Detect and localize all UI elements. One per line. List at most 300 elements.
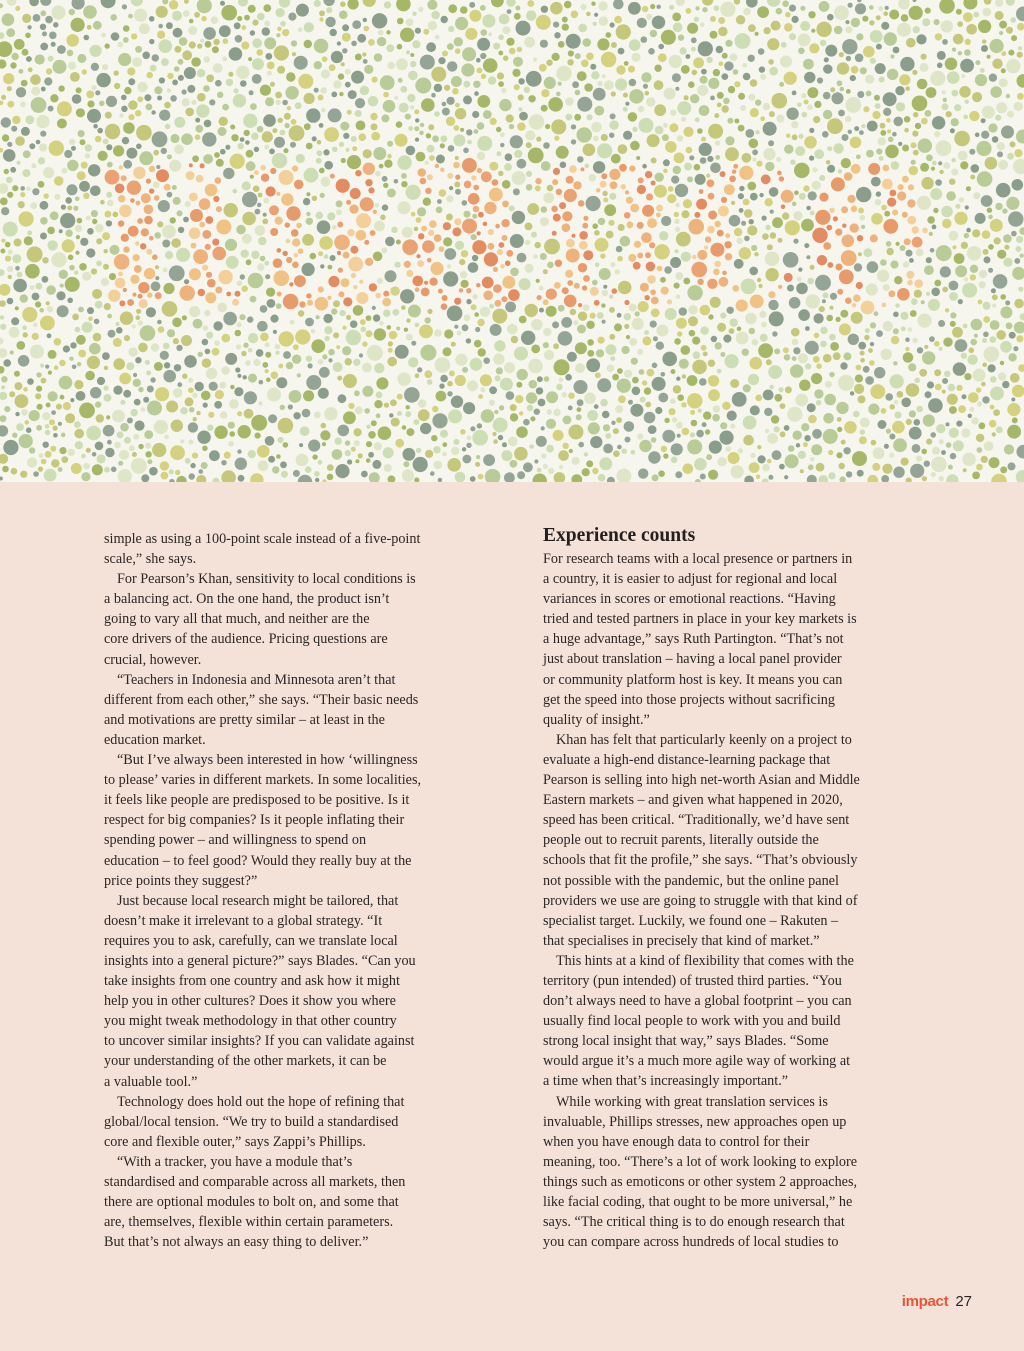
letter-dot — [904, 238, 911, 245]
field-dot — [657, 5, 661, 9]
field-dot — [305, 466, 312, 473]
field-dot — [750, 357, 763, 370]
field-dot — [93, 21, 102, 30]
field-dot — [18, 201, 25, 208]
field-dot — [820, 341, 827, 348]
field-dot — [759, 66, 765, 72]
field-dot — [840, 362, 847, 369]
field-dot — [154, 420, 168, 434]
field-dot — [314, 39, 329, 54]
field-dot — [72, 365, 77, 370]
field-dot — [182, 98, 190, 106]
field-dot — [708, 360, 715, 367]
field-dot — [952, 48, 956, 52]
field-dot — [257, 13, 265, 21]
field-dot — [813, 356, 820, 363]
field-dot — [281, 471, 288, 478]
field-dot — [498, 171, 503, 176]
field-dot — [981, 456, 988, 463]
field-dot — [20, 294, 28, 302]
letter-dot — [137, 218, 143, 224]
field-dot — [846, 56, 851, 61]
field-dot — [863, 46, 875, 58]
field-dot — [1006, 197, 1019, 210]
field-dot — [676, 318, 687, 329]
field-dot — [978, 20, 991, 33]
field-dot — [213, 63, 223, 73]
field-dot — [841, 440, 846, 445]
field-dot — [354, 390, 360, 396]
field-dot — [25, 115, 34, 124]
letter-dot — [164, 184, 171, 191]
field-dot — [675, 184, 688, 197]
field-dot — [642, 380, 647, 385]
field-dot — [914, 290, 922, 298]
field-dot — [958, 405, 966, 413]
field-dot — [650, 4, 655, 9]
field-dot — [901, 14, 909, 22]
letter-dot — [861, 301, 875, 315]
field-dot — [1008, 50, 1014, 56]
field-dot — [631, 450, 636, 455]
field-dot — [822, 299, 826, 303]
field-dot — [342, 48, 347, 53]
field-dot — [22, 14, 31, 23]
field-dot — [1017, 52, 1023, 58]
field-dot — [195, 382, 204, 391]
field-dot — [949, 179, 955, 185]
letter-dot — [553, 168, 560, 175]
field-dot — [991, 288, 996, 293]
field-dot — [982, 106, 995, 119]
field-dot — [658, 53, 667, 62]
field-dot — [292, 355, 301, 364]
field-dot — [507, 324, 518, 335]
field-dot — [1012, 385, 1024, 398]
field-dot — [477, 68, 483, 74]
field-dot — [76, 108, 85, 117]
field-dot — [97, 377, 105, 385]
field-dot — [298, 74, 313, 89]
field-dot — [361, 327, 367, 333]
field-dot — [268, 456, 275, 463]
field-dot — [807, 105, 813, 111]
field-dot — [582, 468, 590, 476]
text-line: says. “The critical thing is to do enough research that — [543, 1214, 845, 1231]
field-dot — [113, 145, 124, 156]
field-dot — [266, 378, 271, 383]
field-dot — [1, 95, 6, 100]
field-dot — [878, 137, 886, 145]
field-dot — [302, 234, 314, 246]
field-dot — [953, 440, 964, 451]
field-dot — [29, 447, 35, 453]
field-dot — [182, 50, 192, 60]
field-dot — [893, 328, 899, 334]
field-dot — [665, 308, 677, 320]
field-dot — [15, 6, 20, 11]
field-dot — [258, 193, 263, 198]
field-dot — [222, 104, 229, 111]
field-dot — [961, 428, 970, 437]
field-dot — [314, 88, 319, 93]
field-dot — [815, 275, 831, 291]
field-dot — [945, 308, 949, 312]
field-dot — [770, 385, 774, 389]
text-line: things such as emoticons or other system 2 approaches, — [543, 1173, 858, 1190]
field-dot — [395, 134, 408, 147]
field-dot — [113, 212, 119, 218]
field-dot — [959, 197, 964, 202]
field-dot — [403, 461, 409, 467]
letter-dot — [493, 267, 498, 272]
field-dot — [448, 409, 462, 423]
field-dot — [798, 309, 810, 321]
field-dot — [848, 3, 853, 8]
field-dot — [209, 450, 220, 461]
field-dot — [173, 338, 179, 344]
field-dot — [102, 64, 108, 70]
field-dot — [172, 185, 177, 190]
field-dot — [677, 101, 691, 115]
letter-dot — [199, 198, 211, 210]
field-dot — [447, 43, 454, 50]
field-dot — [996, 102, 1007, 113]
field-dot — [953, 362, 966, 375]
letter-dot — [279, 170, 294, 185]
field-dot — [512, 69, 520, 77]
field-dot — [525, 130, 535, 140]
field-dot — [434, 461, 443, 470]
field-dot — [54, 338, 62, 346]
field-dot — [400, 28, 414, 42]
letter-dot — [205, 292, 216, 303]
field-dot — [292, 52, 296, 56]
field-dot — [397, 18, 404, 25]
field-dot — [602, 191, 607, 196]
text-line: a huge advantage,” says Ruth Partington. “That’s not — [543, 631, 844, 648]
field-dot — [800, 6, 805, 11]
letter-dot — [128, 226, 139, 237]
field-dot — [436, 207, 443, 214]
field-dot — [37, 404, 43, 410]
field-dot — [277, 27, 282, 32]
field-dot — [404, 387, 420, 403]
field-dot — [444, 248, 456, 260]
field-dot — [670, 257, 681, 268]
field-dot — [83, 193, 89, 199]
field-dot — [990, 39, 1004, 53]
field-dot — [769, 67, 778, 76]
field-dot — [718, 27, 727, 36]
field-dot — [415, 28, 421, 34]
field-dot — [661, 446, 667, 452]
field-dot — [312, 454, 317, 459]
field-dot — [289, 125, 305, 141]
field-dot — [138, 387, 143, 392]
field-dot — [711, 336, 717, 342]
field-dot — [103, 264, 109, 270]
field-dot — [533, 57, 537, 61]
field-dot — [696, 430, 704, 438]
field-dot — [681, 65, 690, 74]
field-dot — [387, 189, 396, 198]
field-dot — [446, 117, 455, 126]
field-dot — [677, 331, 682, 336]
field-dot — [958, 299, 963, 304]
text-line: standardised and comparable across all markets, then — [104, 1174, 406, 1190]
field-dot — [805, 326, 810, 331]
text-line: respect for big companies? Is it people inflating their — [104, 812, 405, 829]
letter-dot — [337, 222, 343, 228]
field-dot — [23, 387, 28, 392]
field-dot — [784, 145, 793, 154]
field-dot — [823, 110, 832, 119]
letter-dot — [883, 165, 890, 172]
field-dot — [304, 93, 315, 104]
field-dot — [547, 185, 554, 192]
field-dot — [909, 166, 918, 175]
field-dot — [859, 436, 867, 444]
field-dot — [793, 211, 802, 220]
field-dot — [495, 375, 501, 381]
field-dot — [778, 238, 783, 243]
field-dot — [616, 246, 623, 253]
letter-dot — [502, 276, 515, 289]
field-dot — [621, 346, 629, 354]
field-dot — [598, 218, 605, 225]
field-dot — [603, 444, 613, 454]
field-dot — [203, 27, 216, 40]
field-dot — [786, 108, 798, 120]
field-dot — [320, 264, 324, 268]
field-dot — [768, 475, 773, 480]
field-dot — [372, 306, 376, 310]
field-dot — [460, 271, 467, 278]
field-dot — [938, 161, 942, 165]
field-dot — [895, 412, 902, 419]
letter-dot — [729, 176, 736, 183]
field-dot — [342, 33, 351, 42]
text-line: Pearson is selling into high net-worth Asian and Middle — [543, 772, 860, 789]
field-dot — [825, 45, 837, 57]
field-dot — [308, 363, 313, 368]
field-dot — [162, 240, 170, 248]
letter-dot — [118, 272, 123, 277]
field-dot — [1004, 444, 1014, 454]
letter-dot — [661, 287, 669, 295]
field-dot — [9, 391, 15, 397]
letter-dot — [346, 200, 351, 205]
field-dot — [893, 467, 904, 478]
field-dot — [174, 364, 181, 371]
field-dot — [513, 57, 523, 67]
field-dot — [92, 289, 102, 299]
field-dot — [842, 39, 857, 54]
field-dot — [270, 315, 278, 323]
field-dot — [609, 133, 614, 138]
field-dot — [517, 122, 525, 130]
letter-dot — [600, 181, 607, 188]
field-dot — [202, 446, 208, 452]
letter-dot — [713, 269, 720, 276]
field-dot — [411, 212, 416, 217]
field-dot — [16, 423, 24, 431]
field-dot — [42, 412, 50, 420]
field-dot — [840, 310, 848, 318]
field-dot — [203, 154, 213, 164]
letter-dot — [768, 291, 775, 298]
field-dot — [700, 76, 708, 84]
field-dot — [983, 302, 991, 310]
field-dot — [280, 405, 285, 410]
field-dot — [558, 305, 565, 312]
field-dot — [263, 4, 271, 12]
field-dot — [965, 100, 969, 104]
field-dot — [559, 378, 563, 382]
field-dot — [420, 423, 431, 434]
field-dot — [387, 154, 392, 159]
field-dot — [942, 39, 948, 45]
letter-dot — [719, 277, 729, 287]
field-dot — [524, 37, 535, 48]
field-dot — [798, 268, 802, 272]
field-dot — [235, 35, 243, 43]
field-dot — [264, 198, 270, 204]
field-dot — [975, 213, 986, 224]
field-dot — [785, 220, 800, 235]
field-dot — [807, 403, 816, 412]
field-dot — [304, 123, 311, 130]
field-dot — [1002, 208, 1007, 213]
field-dot — [26, 427, 32, 433]
field-dot — [765, 198, 773, 206]
field-dot — [416, 448, 421, 453]
field-dot — [806, 294, 820, 308]
field-dot — [519, 316, 527, 324]
field-dot — [874, 95, 880, 101]
field-dot — [737, 238, 743, 244]
field-dot — [673, 23, 683, 33]
field-dot — [493, 353, 504, 364]
field-dot — [387, 357, 397, 367]
field-dot — [248, 273, 264, 289]
field-dot — [329, 64, 336, 71]
field-dot — [221, 366, 229, 374]
field-dot — [969, 111, 979, 121]
field-dot — [22, 325, 27, 330]
letter-dot — [443, 222, 451, 230]
field-dot — [44, 193, 49, 198]
field-dot — [592, 468, 598, 474]
field-dot — [979, 422, 986, 429]
field-dot — [396, 121, 403, 128]
field-dot — [602, 290, 608, 296]
field-dot — [883, 321, 893, 331]
field-dot — [415, 118, 419, 122]
field-dot — [623, 107, 628, 112]
field-dot — [937, 63, 943, 69]
field-dot — [22, 169, 30, 177]
field-dot — [150, 65, 157, 72]
field-dot — [855, 54, 864, 63]
field-dot — [683, 127, 693, 137]
field-dot — [49, 141, 64, 156]
field-dot — [701, 69, 707, 75]
field-dot — [449, 370, 455, 376]
field-dot — [617, 256, 623, 262]
letter-dot — [373, 210, 377, 214]
field-dot — [598, 337, 605, 344]
field-dot — [104, 386, 109, 391]
field-dot — [1006, 59, 1020, 73]
field-dot — [966, 186, 971, 191]
field-dot — [217, 92, 223, 98]
field-dot — [205, 349, 211, 355]
letter-dot — [464, 181, 472, 189]
field-dot — [488, 32, 492, 36]
field-dot — [221, 460, 226, 465]
field-dot — [131, 33, 137, 39]
letter-dot — [472, 240, 486, 254]
field-dot — [38, 157, 45, 164]
field-dot — [765, 429, 769, 433]
field-dot — [331, 51, 343, 63]
field-dot — [543, 192, 554, 203]
field-dot — [244, 130, 250, 136]
letter-dot — [138, 294, 143, 299]
field-dot — [538, 399, 546, 407]
field-dot — [178, 75, 184, 81]
field-dot — [665, 141, 677, 153]
field-dot — [178, 227, 184, 233]
field-dot — [962, 453, 975, 466]
field-dot — [5, 256, 11, 262]
field-dot — [669, 55, 682, 68]
text-line: Eastern markets – and given what happened in 2020, — [543, 792, 843, 809]
field-dot — [189, 41, 196, 48]
letter-dot — [343, 252, 350, 259]
letter-dot — [134, 265, 142, 273]
text-line: evaluate a high-end distance-learning package that — [543, 751, 831, 768]
field-dot — [867, 121, 878, 132]
letter-dot — [619, 164, 627, 172]
field-dot — [107, 162, 113, 168]
field-dot — [404, 328, 408, 332]
field-dot — [51, 252, 66, 267]
field-dot — [881, 349, 892, 360]
letter-dot — [133, 293, 137, 297]
letter-dot — [565, 270, 573, 278]
field-dot — [682, 210, 690, 218]
field-dot — [671, 369, 676, 374]
field-dot — [435, 357, 451, 373]
field-dot — [846, 97, 862, 113]
field-dot — [720, 2, 735, 17]
field-dot — [455, 354, 467, 366]
field-dot — [951, 118, 959, 126]
letter-dot — [138, 282, 149, 293]
field-dot — [173, 28, 183, 38]
field-dot — [208, 412, 214, 418]
field-dot — [460, 6, 468, 14]
letter-dot — [429, 278, 437, 286]
field-dot — [977, 447, 983, 453]
letter-dot — [630, 204, 639, 213]
field-dot — [368, 96, 378, 106]
letter-dot — [453, 162, 460, 169]
field-dot — [692, 70, 698, 76]
